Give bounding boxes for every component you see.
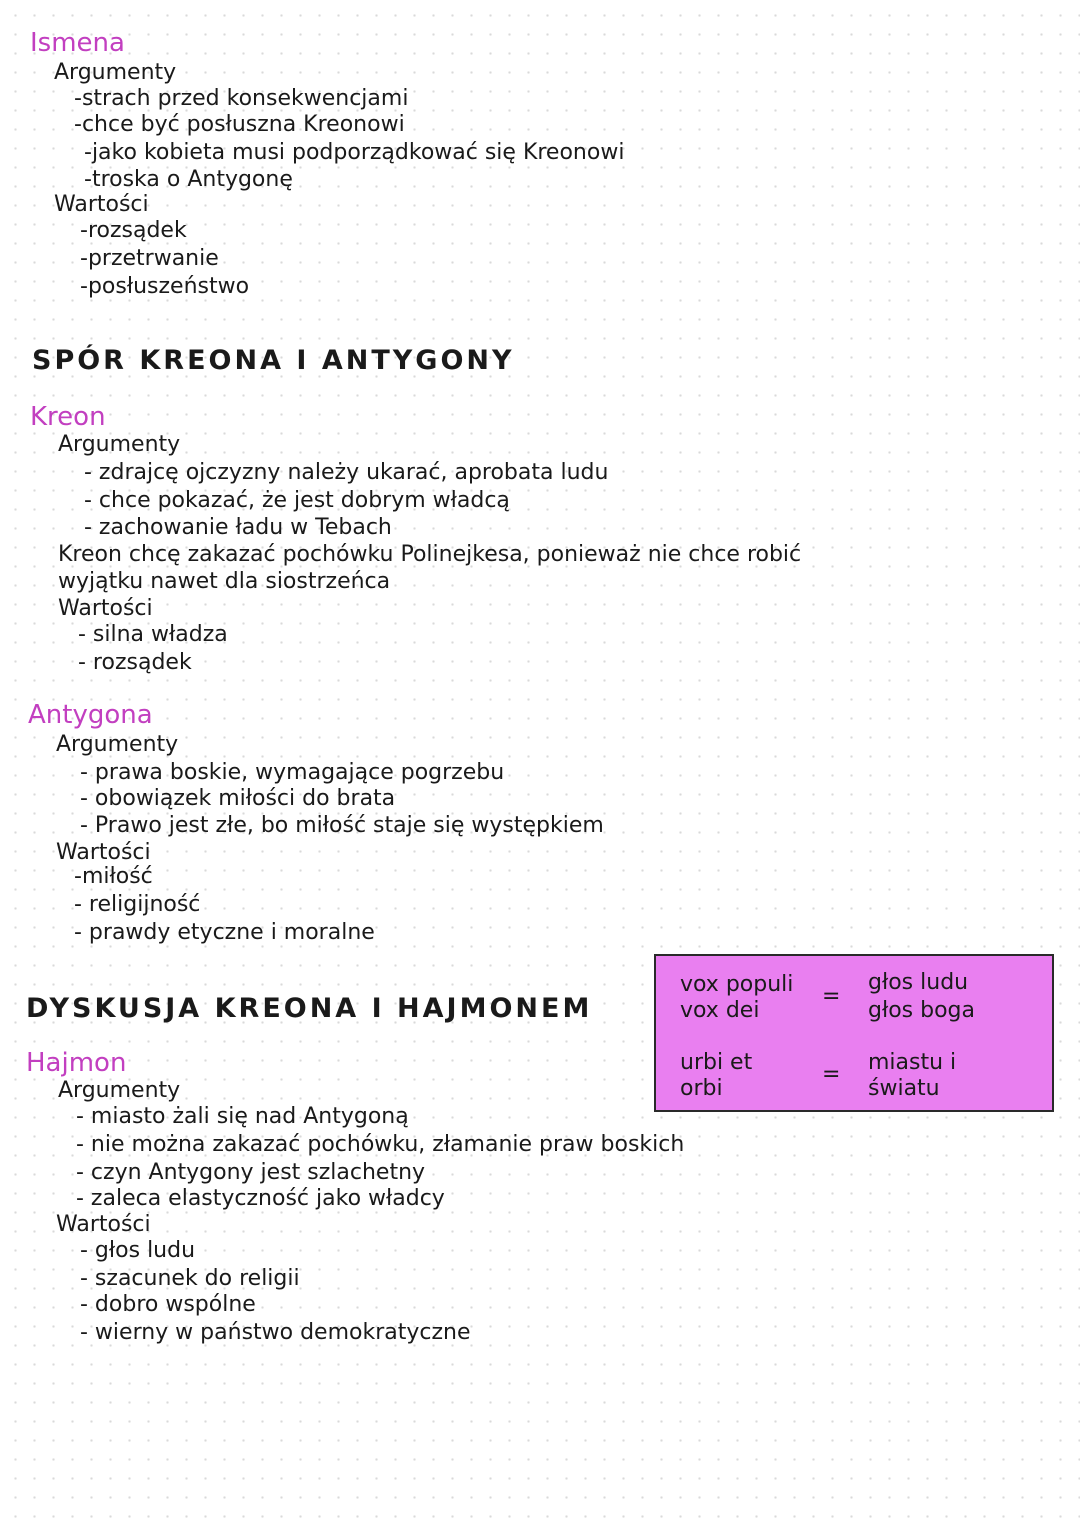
box-equals-2: = — [822, 1062, 841, 1087]
antygona-arg-label: Argumenty — [56, 732, 179, 757]
box-left-2: vox dei — [680, 998, 760, 1023]
ismena-value: -rozsądek — [80, 218, 187, 243]
antygona-arg: - Prawo jest złe, bo miłość staje się występkiem — [80, 813, 604, 838]
hajmon-arg: - nie można zakazać pochówku, złamanie praw boskich — [76, 1132, 685, 1157]
kreon-value: - rozsądek — [78, 650, 192, 675]
dyskusja-heading: DYSKUSJA KREONA I HAJMONEM — [26, 993, 593, 1024]
kreon-name: Kreon — [30, 402, 106, 432]
box-equals-1: = — [822, 984, 841, 1009]
hajmon-value: - głos ludu — [80, 1238, 196, 1263]
kreon-arg: - chce pokazać, że jest dobrym władcą — [84, 488, 510, 513]
ismena-arg: -strach przed konsekwencjami — [74, 86, 409, 111]
kreon-note: wyjątku nawet dla siostrzeńca — [58, 569, 391, 594]
box-right-2: głos boga — [868, 998, 976, 1023]
ismena-arg: -chce być posłuszna Kreonowi — [74, 112, 405, 137]
hajmon-value: - dobro wspólne — [80, 1292, 256, 1317]
hajmon-val-label: Wartości — [56, 1212, 151, 1237]
antygona-name: Antygona — [28, 700, 153, 730]
ismena-arg: -troska o Antygonę — [84, 167, 293, 192]
hajmon-arg: - miasto żali się nad Antygoną — [76, 1104, 409, 1129]
hajmon-arg: - czyn Antygony jest szlachetny — [76, 1160, 426, 1185]
kreon-value: - silna władza — [78, 622, 228, 647]
spor-heading: SPÓR KREONA I ANTYGONY — [32, 345, 515, 376]
ismena-arg: -jako kobieta musi podporządkować się Kreonowi — [84, 140, 625, 165]
kreon-arg-label: Argumenty — [58, 432, 181, 457]
box-right-4: światu — [868, 1076, 940, 1101]
ismena-arg-label: Argumenty — [54, 60, 177, 85]
antygona-arg: - prawa boskie, wymagające pogrzebu — [80, 760, 505, 785]
hajmon-value: - wierny w państwo demokratyczne — [80, 1320, 471, 1345]
kreon-note: Kreon chcę zakazać pochówku Polinejkesa, ponieważ nie chce robić — [58, 542, 802, 567]
box-right-3: miastu i — [868, 1050, 957, 1075]
hajmon-value: - szacunek do religii — [80, 1266, 300, 1291]
box-right-1: głos ludu — [868, 970, 969, 995]
ismena-value: -przetrwanie — [80, 246, 219, 271]
box-left-4: orbi — [680, 1076, 723, 1101]
antygona-val-label: Wartości — [56, 840, 151, 865]
kreon-val-label: Wartości — [58, 596, 153, 621]
box-left-1: vox populi — [680, 972, 794, 997]
antygona-value: - religijność — [74, 892, 201, 917]
hajmon-arg-label: Argumenty — [58, 1078, 181, 1103]
antygona-arg: - obowiązek miłości do brata — [80, 786, 396, 811]
kreon-arg: - zdrajcę ojczyzny należy ukarać, aprobata ludu — [84, 460, 609, 485]
ismena-name: Ismena — [30, 28, 125, 58]
antygona-value: - prawdy etyczne i moralne — [74, 920, 375, 945]
antygona-value: -miłość — [74, 864, 153, 889]
box-left-3: urbi et — [680, 1050, 753, 1075]
kreon-arg: - zachowanie ładu w Tebach — [84, 515, 392, 540]
ismena-val-label: Wartości — [54, 192, 149, 217]
hajmon-arg: - zaleca elastyczność jako władcy — [76, 1186, 445, 1211]
latin-phrases-box — [654, 954, 1054, 1112]
ismena-value: -posłuszeństwo — [80, 274, 250, 299]
hajmon-name: Hajmon — [26, 1048, 127, 1078]
